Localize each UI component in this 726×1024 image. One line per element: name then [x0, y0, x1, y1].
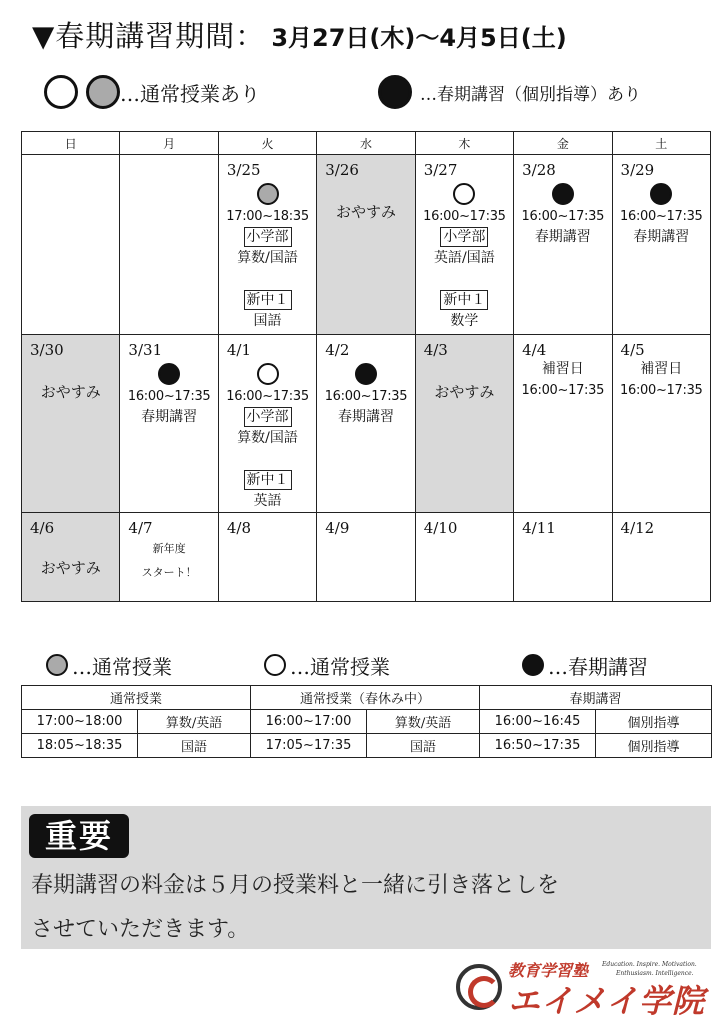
cell-course-label: 補習日	[640, 361, 683, 377]
cell-date: 4/12	[620, 519, 655, 537]
schedule-time: 18:05~18:35	[22, 734, 138, 758]
calendar-cell-empty	[22, 155, 120, 335]
calendar-week-1	[22, 155, 711, 335]
legend-black-label: …春期講習	[548, 654, 648, 679]
notice-text	[31, 864, 701, 952]
cell-date: 3/26	[325, 161, 359, 179]
logo-slogan: Education. Inspire. Motivation. Enthusiasm. Intelligence.	[602, 961, 697, 977]
calendar-cell-0404	[514, 335, 612, 513]
cell-date: 3/30	[30, 341, 64, 359]
calendar-cell-0328	[514, 155, 612, 335]
calendar-cell-0402	[317, 335, 415, 513]
weekday-wed: 水	[317, 132, 415, 155]
cell-time: 16:00~17:35	[620, 383, 703, 398]
black-circle-icon	[378, 75, 412, 109]
cell-time: 16:00~17:35	[423, 209, 506, 224]
schedule-subject: 個別指導	[596, 734, 712, 758]
schedule-subject: 算数/英語	[138, 710, 251, 734]
calendar-cell-empty	[120, 155, 218, 335]
legend-black	[522, 650, 648, 680]
white-circle-icon	[44, 75, 78, 109]
calendar-week-3	[22, 513, 711, 602]
schedule-subject: 算数/英語	[367, 710, 480, 734]
black-circle-icon	[522, 654, 544, 676]
calendar-cell-0405	[612, 335, 710, 513]
cell-course-label: 新中１	[440, 290, 488, 310]
legend-white	[264, 650, 390, 680]
cell-course-label: 新中１	[244, 290, 292, 310]
white-circle-icon	[453, 183, 475, 205]
cell-time: 16:00~17:35	[521, 383, 605, 398]
legend-gray-label: …通常授業	[72, 654, 172, 679]
cell-time: 16:00~17:35	[226, 389, 309, 404]
cell-date: 4/3	[423, 341, 448, 359]
weekday-mon: 月	[120, 132, 218, 155]
schedule-subject: 個別指導	[596, 710, 712, 734]
calendar-cell-0408	[218, 513, 316, 602]
cell-subjects: 算数/国語	[237, 430, 298, 446]
legend-regular	[44, 74, 260, 110]
cell-date: 3/31	[128, 341, 163, 359]
cell-subjects: 数学	[450, 313, 479, 329]
cell-course-label: 春期講習	[141, 409, 198, 425]
schedule-time: 17:00~18:00	[22, 710, 138, 734]
schedule-row	[22, 734, 712, 758]
calendar-cell-0327	[415, 155, 513, 335]
calendar-cell-0330	[22, 335, 120, 513]
schedule-time: 16:50~17:35	[480, 734, 596, 758]
cell-subjects: 国語	[253, 313, 282, 329]
schedule-subject: 国語	[138, 734, 251, 758]
schedule-subject: 国語	[367, 734, 480, 758]
weekday-tue: 火	[218, 132, 316, 155]
cell-note: スタート！	[141, 566, 197, 579]
gray-circle-icon	[257, 183, 279, 205]
cell-course-label: 小学部	[440, 227, 488, 247]
cell-subjects: 算数/国語	[237, 250, 298, 266]
cell-subjects: 英語/国語	[434, 250, 495, 266]
logo-subtitle: 教育学習塾	[508, 961, 589, 980]
calendar-cell-0412	[612, 513, 710, 602]
schedule-row	[22, 710, 712, 734]
legend-spring	[378, 74, 641, 110]
calendar-cell-0403	[415, 335, 513, 513]
cell-time: 16:00~17:35	[324, 389, 408, 404]
cell-date: 4/1	[226, 341, 251, 359]
cell-subjects: 英語	[253, 493, 282, 509]
cell-note: 新年度	[152, 542, 186, 555]
legend-gray	[46, 650, 172, 680]
calendar-cell-0411	[514, 513, 612, 602]
schedule-header: 通常授業	[22, 686, 251, 710]
cell-date: 3/27	[423, 161, 458, 179]
schedule-header: 春期講習	[480, 686, 712, 710]
cell-course-label: 春期講習	[337, 409, 394, 425]
notice-line: させていただきます。	[31, 917, 250, 942]
weekday-thu: 木	[415, 132, 513, 155]
cell-date: 3/29	[620, 161, 655, 179]
cell-course-label: 春期講習	[633, 229, 690, 245]
calendar-cell-0410	[415, 513, 513, 602]
schedule-time: 16:00~16:45	[480, 710, 596, 734]
calendar-cell-0401	[218, 335, 316, 513]
cell-date: 4/10	[423, 519, 458, 537]
weekday-sun: 日	[22, 132, 120, 155]
black-circle-icon	[650, 183, 672, 205]
weekday-header-row	[22, 132, 711, 155]
cell-off-label: おやすみ	[40, 383, 101, 401]
logo-name: エイメイ学院	[508, 982, 706, 1020]
black-circle-icon	[552, 183, 574, 205]
cell-course-label: 小学部	[244, 407, 292, 427]
cell-date: 4/11	[522, 519, 556, 537]
notice-line: 春期講習の料金は５月の授業料と一緒に引き落としを	[31, 873, 560, 898]
cell-course-label: 春期講習	[534, 229, 591, 245]
cell-off-label: おやすみ	[434, 383, 495, 401]
cell-date: 4/2	[325, 341, 350, 359]
white-circle-icon	[264, 654, 286, 676]
cell-course-label: 補習日	[541, 361, 584, 377]
calendar-cell-0409	[317, 513, 415, 602]
schedule-table	[21, 685, 712, 758]
calendar-cell-0407	[120, 513, 218, 602]
cell-date: 4/9	[325, 519, 350, 537]
cell-time: 16:00~17:35	[521, 209, 605, 224]
cell-date: 4/6	[30, 519, 55, 537]
calendar-cell-0329	[612, 155, 710, 335]
title-main: ▼春期講習期間：	[32, 19, 266, 53]
important-badge: 重要	[29, 814, 129, 858]
white-circle-icon	[257, 363, 279, 385]
schedule-time: 16:00~17:00	[251, 710, 367, 734]
cell-date: 4/4	[522, 341, 547, 359]
legend-spring-label: …春期講習（個別指導）あり	[420, 84, 641, 105]
weekday-fri: 金	[514, 132, 612, 155]
calendar-table	[21, 131, 711, 602]
black-circle-icon	[158, 363, 180, 385]
cell-date: 4/5	[620, 341, 645, 359]
cell-course-label: 小学部	[244, 227, 292, 247]
legend-white-label: …通常授業	[290, 654, 390, 679]
cell-time: 16:00~17:35	[620, 209, 703, 224]
schedule-time: 17:05~17:35	[251, 734, 367, 758]
cell-time: 17:00~18:35	[226, 209, 309, 224]
gray-circle-icon	[46, 654, 68, 676]
cell-off-label: おやすみ	[40, 559, 101, 577]
black-circle-icon	[355, 363, 377, 385]
logo-mark-icon	[456, 964, 502, 1010]
schedule-header: 通常授業（春休み中）	[251, 686, 480, 710]
cell-off-label: おやすみ	[335, 203, 396, 221]
calendar-cell-0331	[120, 335, 218, 513]
cell-course-label: 新中１	[244, 470, 292, 490]
cell-date: 3/28	[522, 161, 556, 179]
calendar-cell-0406	[22, 513, 120, 602]
cell-date: 4/7	[128, 519, 153, 537]
title-date-range: 3月27日(木)〜4月5日(土)	[271, 24, 567, 52]
cell-time: 16:00~17:35	[127, 389, 211, 404]
calendar-cell-0325	[218, 155, 316, 335]
weekday-sat: 土	[612, 132, 710, 155]
schedule-header-row	[22, 686, 712, 710]
important-notice	[21, 806, 711, 949]
gray-circle-icon	[86, 75, 120, 109]
school-logo	[456, 958, 716, 1018]
calendar-week-2	[22, 335, 711, 513]
cell-date: 3/25	[226, 161, 261, 179]
page-title	[32, 14, 567, 54]
cell-date: 4/8	[226, 519, 251, 537]
legend-regular-label: …通常授業あり	[120, 81, 260, 106]
calendar-cell-0326	[317, 155, 415, 335]
